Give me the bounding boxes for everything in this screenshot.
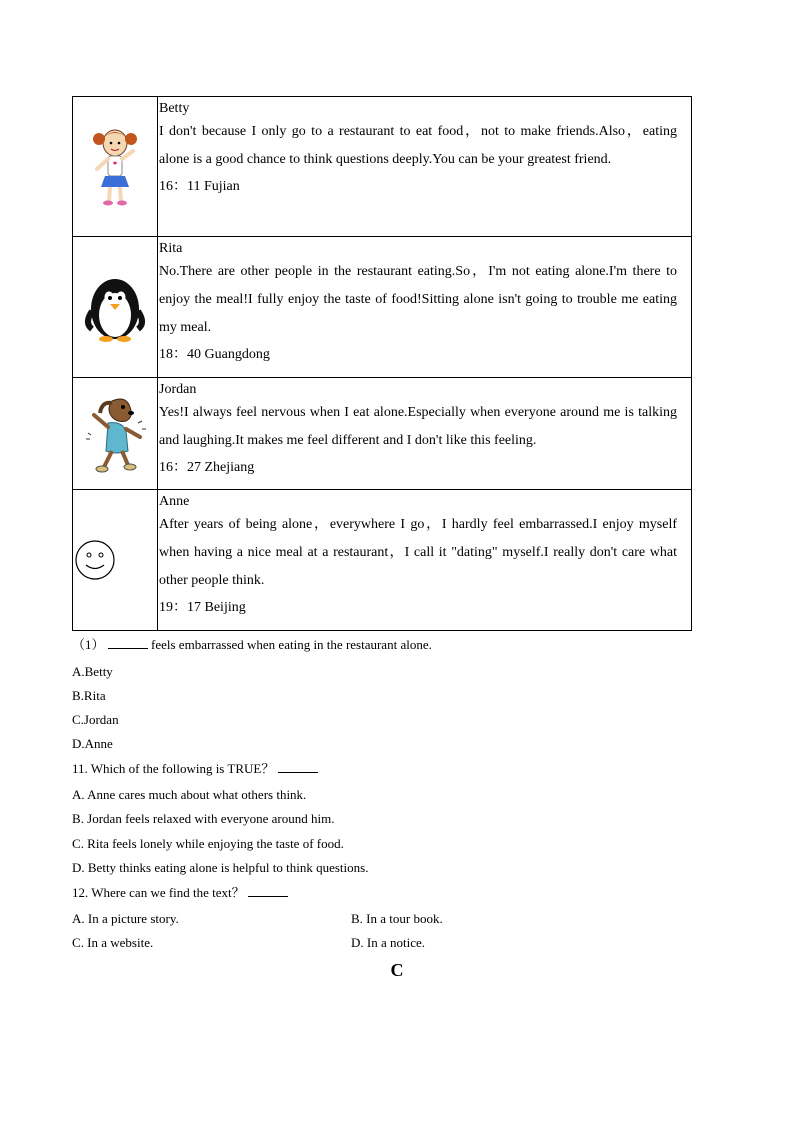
answer-blank[interactable] [278, 760, 318, 773]
option-c: C.Jordan [72, 712, 119, 727]
post-author: Anne [159, 494, 190, 509]
option-d: D. In a notice. [351, 935, 426, 950]
post-row [73, 378, 692, 490]
post-content [158, 237, 692, 378]
option-c: C. In a website. [72, 935, 154, 950]
post-avatar [73, 490, 158, 631]
option-b: B.Rita [72, 688, 106, 703]
option-a: A. Anne cares much about what others think. [72, 787, 307, 802]
post-time: 18：40 Guangdong [159, 347, 270, 362]
post-avatar [73, 97, 158, 237]
post-text: I don't because I only go to a restaurant to eat food，not to make friends.Also，eating alone is a good chance to think questions deeply.You can be your greatest friend. [159, 124, 677, 167]
option-d: D. Betty thinks eating alone is helpful to think questions. [72, 860, 369, 875]
question-text: 12. Where can we find the text？ [72, 885, 245, 900]
section-label: C [390, 960, 404, 980]
option-c: C. Rita feels lonely while enjoying the taste of food. [72, 836, 344, 851]
post-row [73, 237, 692, 378]
answer-blank[interactable] [108, 636, 148, 649]
question-1-stem [72, 636, 432, 654]
post-text: No.There are other people in the restaurant eating.So，I'm not eating alone.I'm there to enjoy the meal!I fully enjoy the taste of food!Sitting alone isn't going to trouble me eating my meal. [159, 264, 677, 335]
post-time: 19：17 Beijing [159, 600, 246, 615]
option-a: A. In a picture story. [72, 911, 179, 926]
question-11-stem [72, 760, 318, 778]
post-content [158, 490, 692, 631]
girl-icon [87, 125, 143, 209]
posts-table [72, 96, 692, 631]
post-author: Jordan [159, 382, 197, 397]
option-b: B. Jordan feels relaxed with everyone around him. [72, 811, 335, 826]
smiley-icon [74, 539, 116, 581]
answer-blank[interactable] [248, 884, 288, 897]
post-text: After years of being alone，everywhere I go，I hardly feel embarrassed.I enjoy myself when having a nice meal at a restaurant，I call it "dating" myself.I really don't care what other people think. [159, 517, 677, 588]
question-text: feels embarrassed when eating in the restaurant alone. [151, 637, 432, 652]
post-time: 16：11 Fujian [159, 179, 240, 194]
post-text: Yes!I always feel nervous when I eat alone.Especially when everyone around me is talking and laughing.It makes me feel different and I don't like this feeling. [159, 405, 677, 448]
post-content [158, 378, 692, 490]
question-number: （1） [72, 637, 105, 652]
option-a: A.Betty [72, 664, 113, 679]
post-row [73, 490, 692, 631]
post-author: Betty [159, 101, 190, 116]
question-text: 11. Which of the following is TRUE？ [72, 761, 275, 776]
post-row [73, 97, 692, 237]
post-time: 16：27 Zhejiang [159, 460, 255, 475]
post-author: Rita [159, 241, 183, 256]
penguin-icon [82, 271, 148, 343]
option-d: D.Anne [72, 736, 113, 751]
question-12-stem [72, 884, 288, 902]
option-b: B. In a tour book. [351, 911, 443, 926]
post-content [158, 97, 692, 237]
dog-icon [82, 393, 148, 475]
post-avatar [73, 237, 158, 378]
post-avatar [73, 378, 158, 490]
